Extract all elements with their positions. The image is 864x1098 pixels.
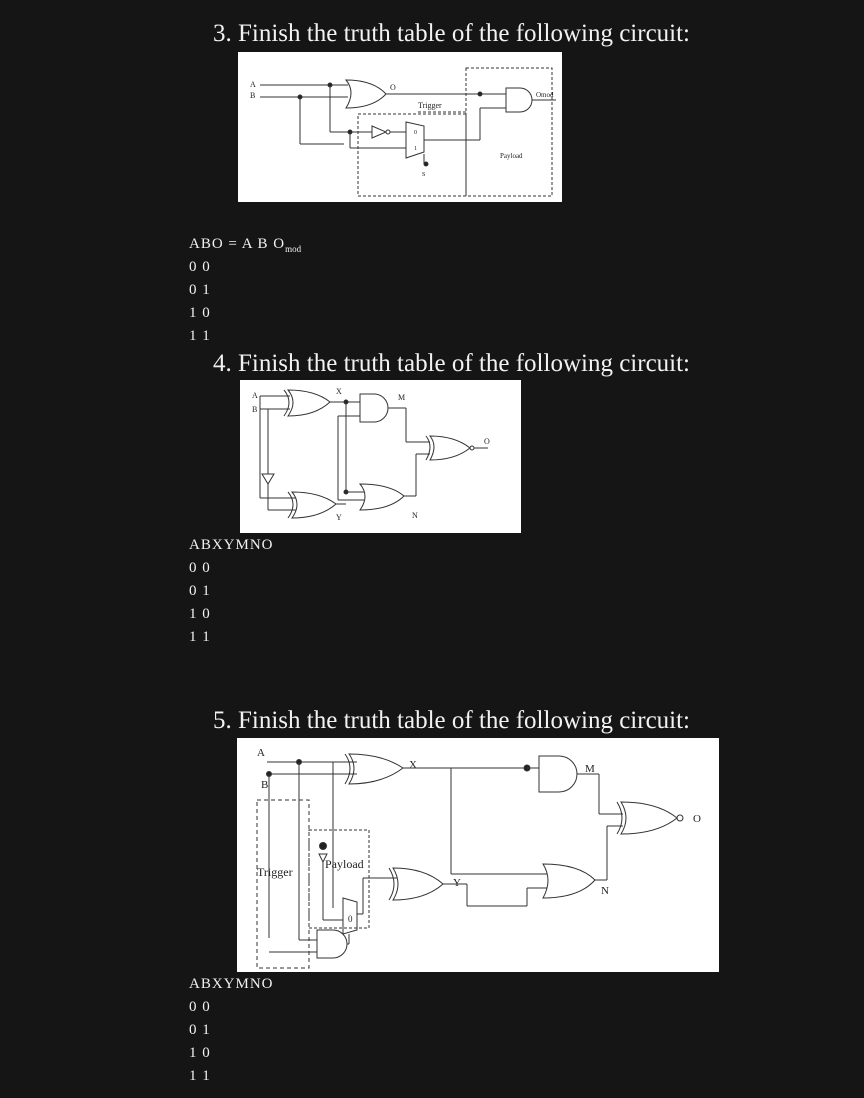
question-5-heading: 5. Finish the truth table of the following circuit: xyxy=(213,707,691,734)
table-row: 0 1 xyxy=(189,282,211,298)
table-row: 1 0 xyxy=(189,1045,211,1061)
circuit-4-label-y: Y xyxy=(336,513,342,522)
truth-table-5-header: ABXYMNO xyxy=(189,976,274,992)
circuit-5-diagram xyxy=(237,738,719,972)
circuit-3-label-o: O xyxy=(390,83,396,92)
table-row: 1 1 xyxy=(189,1068,211,1084)
circuit-5-label-y: Y xyxy=(453,877,461,889)
truth-table-5 xyxy=(189,973,274,1088)
table-row: 0 0 xyxy=(189,560,211,576)
circuit-3-diagram xyxy=(238,52,562,202)
circuit-4-label-x: X xyxy=(336,387,342,396)
table-row: 0 0 xyxy=(189,999,211,1015)
circuit-4-label-n: N xyxy=(412,511,418,520)
circuit-5-label-o: O xyxy=(693,813,701,825)
circuit-4-label-o: O xyxy=(484,437,490,446)
circuit-5-label-x: X xyxy=(409,759,417,771)
circuit-5-label-trigger: Trigger xyxy=(257,865,293,879)
circuit-3-label-payload: Payload xyxy=(500,152,523,160)
circuit-4-label-m: M xyxy=(398,393,406,402)
circuit-5-label-b: B xyxy=(261,779,269,791)
circuit-3-label-s: S xyxy=(422,172,426,178)
circuit-5-label-payload: Payload xyxy=(325,857,364,871)
circuit-3-label-mux1: 1 xyxy=(414,146,417,152)
table-row: 0 1 xyxy=(189,583,211,599)
table-row: 1 0 xyxy=(189,606,211,622)
question-4-heading: 4. Finish the truth table of the following circuit: xyxy=(213,350,691,377)
truth-table-4 xyxy=(189,534,274,649)
table-row: 1 1 xyxy=(189,328,211,344)
truth-table-4-header: ABXYMNO xyxy=(189,537,274,553)
circuit-3-label-omod: Omod xyxy=(536,91,554,99)
circuit-5-label-a: A xyxy=(257,747,265,759)
circuit-5-label-n: N xyxy=(601,885,609,897)
circuit-3-label-a: A xyxy=(250,80,256,89)
circuit-3-label-mux0: 0 xyxy=(414,130,417,136)
question-3-heading: 3. Finish the truth table of the following circuit: xyxy=(213,20,691,47)
table-row: 0 1 xyxy=(189,1022,211,1038)
circuit-3-label-trigger: Trigger xyxy=(418,101,442,110)
circuit-5-label-m: M xyxy=(585,763,595,775)
circuit-3-label-b: B xyxy=(250,91,256,100)
circuit-4-diagram xyxy=(240,380,521,533)
table-row: 1 1 xyxy=(189,629,211,645)
table-row: 0 0 xyxy=(189,259,211,275)
circuit-4-label-b: B xyxy=(252,405,258,414)
truth-table-3-header: ABO = A B $O_{mod}$ xyxy=(189,236,302,254)
truth-table-3 xyxy=(189,233,301,348)
circuit-5-label-mux0: 0 xyxy=(348,914,353,924)
table-row: 1 0 xyxy=(189,305,211,321)
circuit-4-label-a: A xyxy=(252,391,258,400)
